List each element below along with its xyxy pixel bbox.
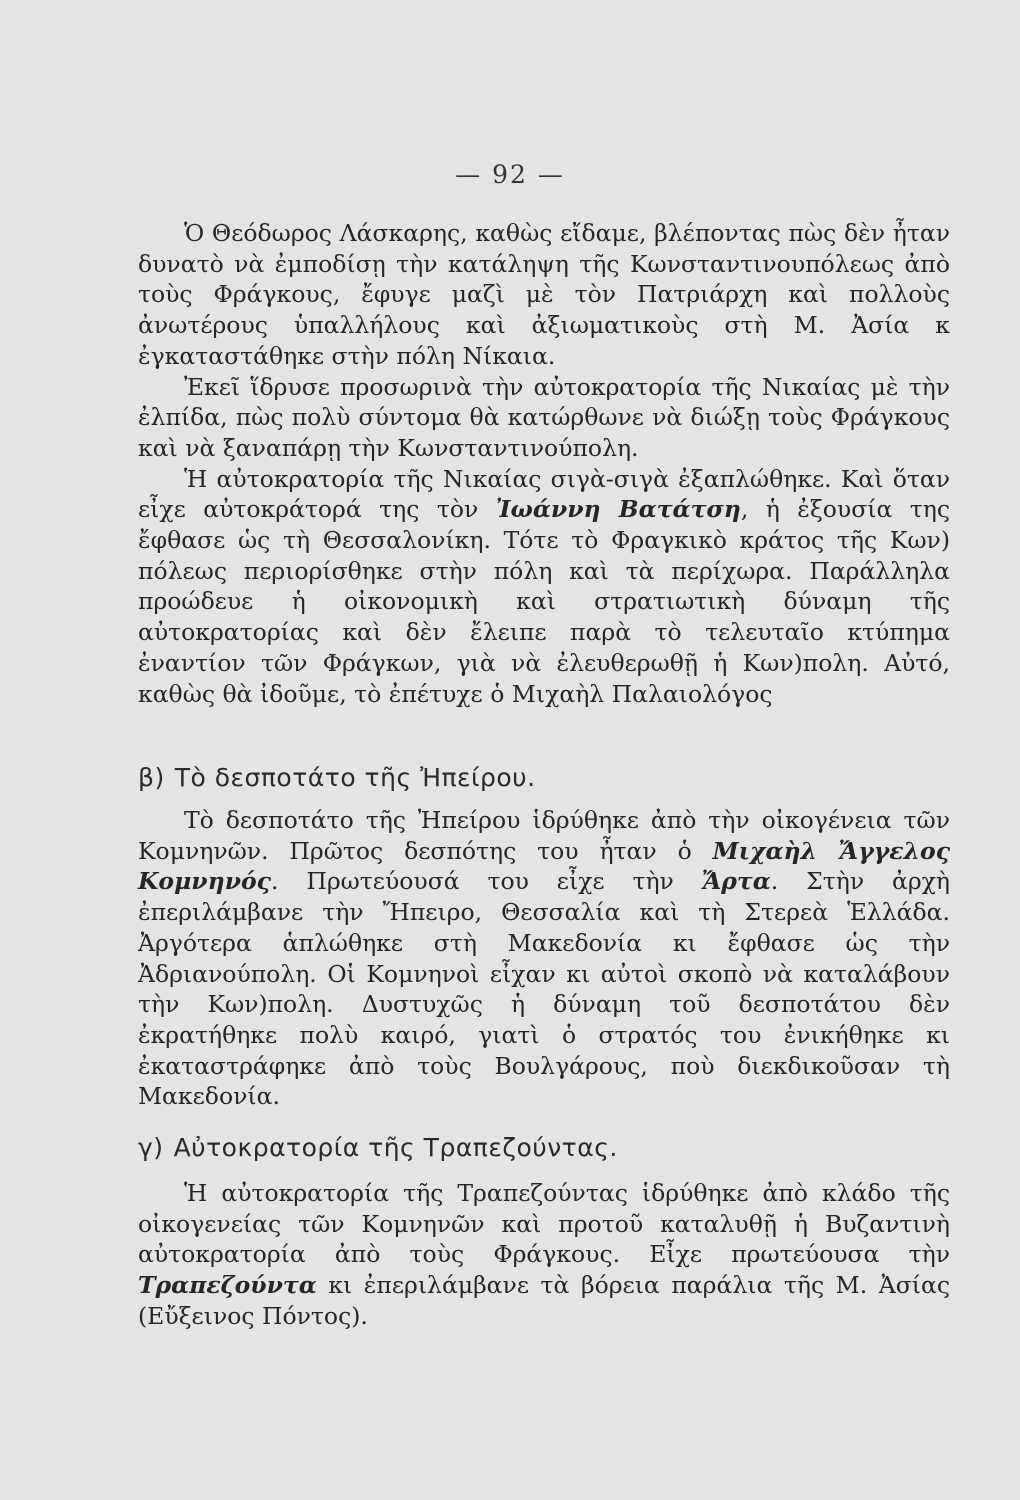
text-run: Τὸ δεσποτάτο τῆς Ἠπείρου ἱδρύθηκε ἀπὸ τὴν οἰκογένεια τῶν Κομνηνῶν. Πρῶτος δεσπότης του ἦταν ὁ [138,806,950,865]
paragraph-laskaris: Ὁ Θεόδωρος Λάσκαρης, καθὼς εἴδαμε, βλέποντας πὼς δὲν ἦταν δυνατὸ νὰ ἐμποδίσῃ τὴν κατάληψη τῆς Κωνσταντινουπόλεως ἀπὸ τοὺς Φράγκους, ἔφυγε μαζὶ μὲ τὸν Πατριάρχη καὶ πολλοὺς ἀνωτέρους ὑπαλλήλους καὶ ἀξιωματικοὺς στὴ Μ. Ἀσία κ ἐγκαταστάθηκε στὴν πόλη Νίκαια. [138,219,950,370]
text-run: Ἡ αὐτοκρατορία τῆς Νικαίας σιγὰ-σιγὰ ἐξαπλώθηκε. Καὶ ὅταν εἶχε αὐτοκράτορά της τὸν [138,464,950,524]
heading-title: Αὐτοκρατορία τῆς Τραπεζούντας. [173,1133,618,1162]
heading-marker: γ) [138,1133,164,1162]
emphasized-city: Ἄρτα [701,867,771,896]
text-run: κι ἐπεριλάμβανε τὰ βόρεια παράλια τῆς Μ. Ἀσίας (Εὔξεινος Πόντος). [138,1271,950,1330]
text-run: . Πρωτεύουσά του εἶχε τὴν [270,867,702,896]
paragraph-trebizond [138,1178,950,1332]
page-number: — 92 — [455,160,565,189]
text-run: . Στὴν ἀρχὴ ἐπεριλάμβανε τὴν Ἤπειρο, Θεσσαλία καὶ τὴ Στερεὰ Ἑλλάδα. Ἀργότερα ἁπλώθηκε στὴ Μακεδονία κι ἔφθασε ὡς τὴν Ἀδριανούπολη. Οἱ Κομνηνοὶ εἶχαν κι αὐτοὶ σκοπὸ νὰ καταλάβουν τὴν Κων)πολη. Δυστυχῶς ἡ δύναμη τοῦ δεσποτάτου δὲν ἐκρατήθηκε πολὺ καιρό, γιατὶ ὁ στρατός του ἐνικήθηκε κι ἐκαταστράφηκε ἀπὸ τοὺς Βουλγάρους, ποὺ διεκδικοῦσαν τὴ Μακεδονία. [138,867,951,1111]
heading-trebizond [138,1133,618,1162]
heading-epirus [138,763,536,792]
section-intro [138,218,950,709]
emphasized-name: Ἰωάννη Βατάτση [495,495,741,524]
paragraph-epirus [138,805,950,1112]
paragraph-nicaea-expansion [138,464,950,710]
emphasized-name: Μιχαὴλ Ἄγγελος Κομνηνός [138,836,950,896]
paragraph-nicaea-founding: Ἐκεῖ ἵδρυσε προσωρινὰ τὴν αὐτοκρατορία τῆς Νικαίας μὲ τὴν ἐλπίδα, πὼς πολὺ σύντομα θὰ κατώρθωνε νὰ διώξῃ τοὺς Φράγκους καὶ νὰ ξαναπάρῃ τὴν Κωνσταντινούπολη. [138,372,950,462]
section-epirus [138,805,950,1112]
text-run: Ἡ αὐτοκρατορία τῆς Τραπεζούντας ἱδρύθηκε ἀπὸ κλάδο τῆς οἰκογενείας τῶν Κομνηνῶν καὶ προτοῦ καταλυθῇ ἡ Βυζαντινὴ αὐτοκρατορία ἀπὸ τοὺς Φράγκους. Εἶχε πρωτεύουσα τὴν [138,1179,950,1269]
emphasized-city: Τραπεζούντα [138,1271,317,1300]
heading-marker: β) [138,763,165,792]
section-trebizond [138,1178,950,1332]
heading-title: Τὸ δεσποτάτο τῆς Ἠπείρου. [174,763,536,792]
text-run: , ἡ ἐξουσία της ἔφθασε ὡς τὴ Θεσσαλονίκη. Τότε τὸ Φραγκικὸ κράτος τῆς Κων) πόλεως περιορίσθηκε στὴν πόλη καὶ τὰ περίχωρα. Παράλληλα προώδευε ἡ οἰκονομικὴ καὶ στρατιωτικὴ δύναμη τῆς αὐτοκρατορίας καὶ δὲν ἔλειπε παρὰ τὸ τελευταῖο κτύπημα ἐναντίον τῶν Φράγκων, γιὰ νὰ ἐλευθερωθῇ ἡ Κων)πολη. Αὐτό, καθὼς θὰ ἰδοῦμε, τὸ ἐπέτυχε ὁ Μιχαὴλ Παλαιολόγος [138,495,950,708]
